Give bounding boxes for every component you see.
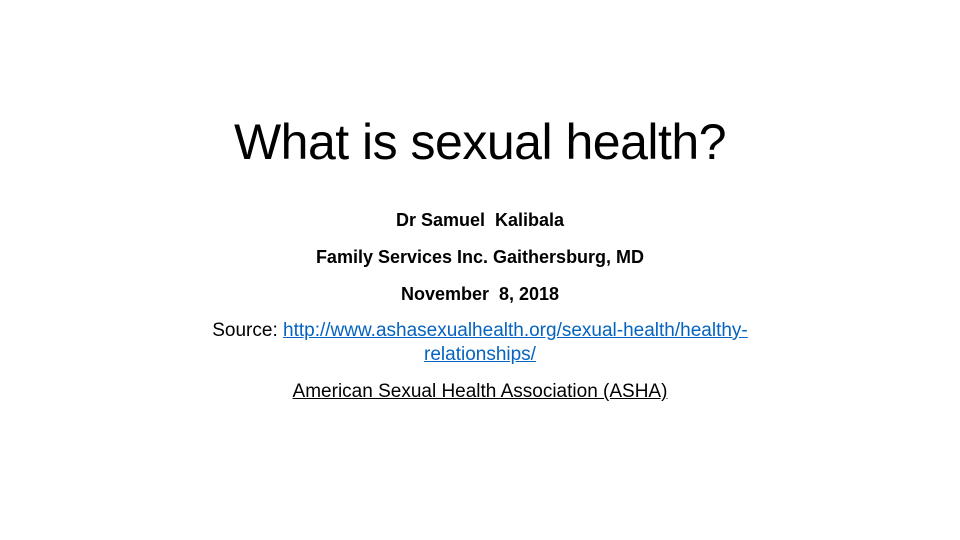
slide-subtitle	[140, 208, 820, 404]
slide-title: What is sexual health?	[233, 114, 727, 170]
source-url-part2: relationships/	[424, 344, 536, 365]
source-line	[140, 319, 820, 367]
organization-line: Family Services Inc. Gaithersburg, MD	[315, 247, 645, 267]
source-link[interactable]	[283, 320, 748, 365]
author-name: Dr Samuel Kalibala	[395, 210, 565, 230]
source-label: Source:	[212, 320, 284, 341]
association-link[interactable]: American Sexual Health Association (ASHA)	[292, 381, 668, 402]
date-line: November 8, 2018	[400, 284, 560, 304]
source-url-part1: http://www.ashasexualhealth.org/sexual-health/healthy-	[283, 320, 748, 341]
